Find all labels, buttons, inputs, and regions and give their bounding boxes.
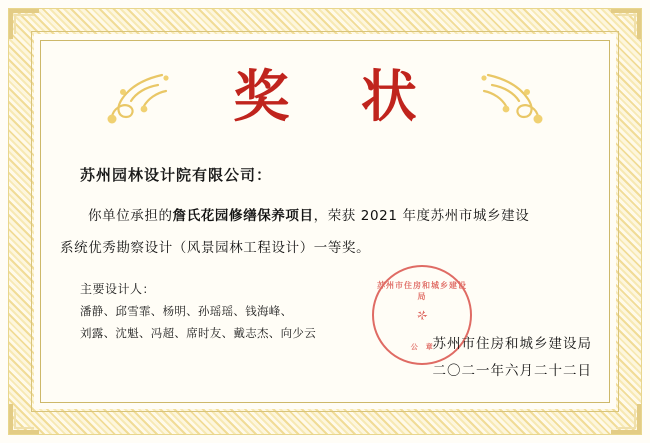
designers-line-1: 潘静、邱雪霏、杨明、孙瑶瑶、钱海峰、: [80, 304, 293, 319]
issuing-organization: 苏州市住房和城乡建设局: [432, 336, 592, 352]
floral-flourish-icon: [100, 69, 172, 125]
body-tail-text: 系统优秀勘察设计（风景园林工程设计）一等奖。: [60, 239, 371, 256]
designers-label: 主要设计人：: [80, 282, 156, 297]
body-mid-text: ，荣获 2021 年度苏州市城乡建设: [313, 208, 530, 224]
certificate-title-row: [52, 52, 598, 142]
recipient-name: 苏州园林设计院有限公司：: [80, 166, 273, 184]
designers-line-2: 刘露、沈魁、冯超、席时友、戴志杰、向少云: [80, 326, 316, 341]
page-title: 奖 状: [233, 64, 443, 130]
seal-bottom-text: 公 章: [410, 343, 434, 351]
certificate-body: [52, 201, 598, 264]
signature-block: [433, 331, 593, 385]
project-name: 詹氏花园修缮保养项目: [172, 208, 314, 224]
issue-date: 二〇二一年六月二十二日: [432, 363, 592, 379]
seal-top-text: 苏州市住房和城乡建设局: [377, 281, 467, 301]
certificate-content: [52, 52, 598, 391]
body-lead-text: 你单位承担的: [88, 208, 173, 224]
floral-flourish-icon: [478, 69, 550, 125]
